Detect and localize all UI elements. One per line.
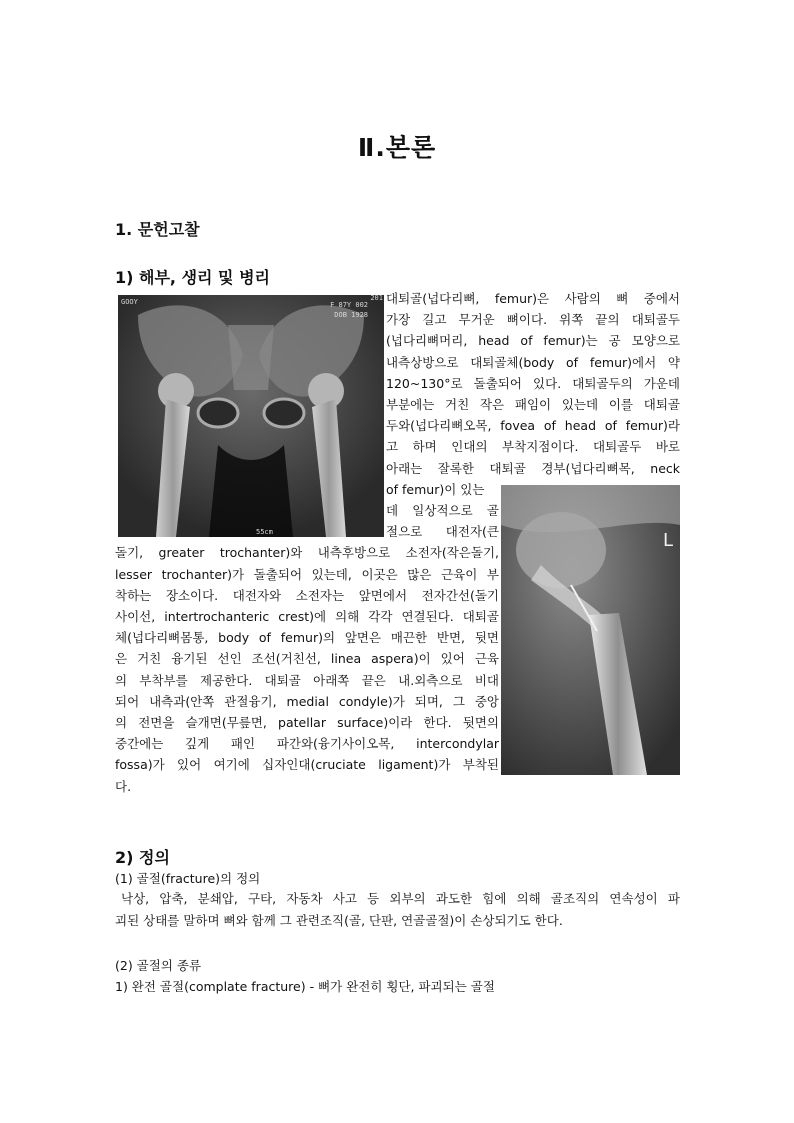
subsection-heading-anatomy: 1) 해부, 생리 및 병리 bbox=[115, 268, 270, 287]
anatomy-line: 절으로 대전자(큰 bbox=[386, 524, 499, 540]
anatomy-line: 부분에는 거친 작은 패임이 있는데 이를 대퇴골 bbox=[386, 397, 680, 412]
fracture-type-item-1: 1) 완전 골절(complate fracture) - 뼈가 완전히 횡단, 파괴되는 골절 bbox=[115, 979, 495, 994]
anatomy-line: 돌기, greater trochanter)와 내측후방으로 소전자(작은돌기, bbox=[115, 545, 499, 561]
anatomy-line: 대퇴골(넙다리뼈, femur)은 사람의 뼈 중에서 bbox=[386, 291, 680, 306]
definition-title: (1) 골절(fracture)의 정의 bbox=[115, 871, 261, 886]
anatomy-line: 의 전면을 슬개면(무릎면, patellar surface)이라 한다. 뒷면의 bbox=[115, 715, 499, 730]
xray-label-right-2: DOB 1928 bbox=[334, 311, 368, 319]
anatomy-line: 고 하며 인대의 부착지점이다. 대퇴골두 바로 bbox=[386, 439, 680, 455]
definition-line-1: 낙상, 압축, 분쇄압, 구타, 자동차 사고 등 외부의 과도한 힘에 의해 골조직의 연속성이 파 bbox=[121, 891, 680, 906]
anatomy-line: 의 부착부를 제공한다. 대퇴골 아래쪽 끝은 내.외측으로 비대 bbox=[115, 672, 499, 688]
anatomy-line: of femur)이 있는 bbox=[386, 481, 485, 497]
anatomy-line: 중간에는 깊게 패인 파간와(융기사이오목, intercondylar bbox=[115, 736, 499, 752]
xray-label-bottom: 55cm bbox=[256, 528, 273, 536]
anatomy-line: 되어 내측과(안쪽 관절융기, medial condyle)가 되며, 그 중앙 bbox=[115, 693, 499, 709]
anatomy-line: 착하는 장소이다. 대전자와 소전자는 앞면에서 전자간선(돌기 bbox=[115, 587, 499, 603]
anatomy-line: 사이선, intertrochanteric crest)에 의해 각각 연결된다. 대퇴골 bbox=[115, 609, 499, 624]
xray-side-marker: L bbox=[662, 530, 673, 551]
anatomy-line: 120~130°로 돌출되어 있다. 대퇴골두의 가운데 bbox=[386, 375, 680, 391]
anatomy-line: 체(넙다리뼈몸통, body of femur)의 앞면은 매끈한 반면, 뒷면 bbox=[115, 630, 499, 646]
femur-fracture-xray-image bbox=[501, 485, 680, 775]
anatomy-line: fossa)가 있어 여기에 십자인대(cruciate ligament)가 부착된 bbox=[115, 757, 499, 773]
xray-label-left: GOOY bbox=[121, 298, 138, 306]
xray-label-right: F 87Y 002 bbox=[330, 301, 368, 309]
anatomy-line: 두와(넙다리뼈오목, fovea of head of femur)라 bbox=[386, 418, 680, 434]
anatomy-line: 아래는 잘록한 대퇴골 경부(넙다리뼈목, neck bbox=[386, 460, 680, 476]
anatomy-line: 은 거친 융기된 선인 조선(거친선, linea aspera)이 있어 근육 bbox=[115, 651, 499, 667]
subsection-heading-definition: 2) 정의 bbox=[115, 848, 170, 867]
xray-label-year: 201 bbox=[370, 295, 383, 302]
anatomy-line: (넙다리뼈머리, head of femur)는 공 모양으로 bbox=[386, 333, 680, 349]
definition-line-2: 괴된 상태를 말하며 뼈와 함께 그 관련조직(골, 단판, 연골골절)이 손상되기도 한다. bbox=[115, 913, 563, 928]
section-heading-literature: 1. 문헌고찰 bbox=[115, 220, 200, 239]
anatomy-line: 다. bbox=[115, 778, 132, 794]
anatomy-line: lesser trochanter)가 돌출되어 있는데, 이곳은 많은 근육이 부 bbox=[115, 566, 499, 582]
pelvis-xray-image bbox=[118, 295, 384, 537]
fracture-types-title: (2) 골절의 종류 bbox=[115, 958, 202, 973]
anatomy-line: 데 일상적으로 골 bbox=[386, 503, 499, 518]
page-title: Ⅱ.본론 bbox=[357, 133, 437, 162]
anatomy-line: 가장 길고 무거운 뼈이다. 위쪽 끝의 대퇴골두 bbox=[386, 312, 680, 328]
anatomy-line: 내측상방으로 대퇴골체(body of femur)에서 약 bbox=[386, 354, 680, 370]
